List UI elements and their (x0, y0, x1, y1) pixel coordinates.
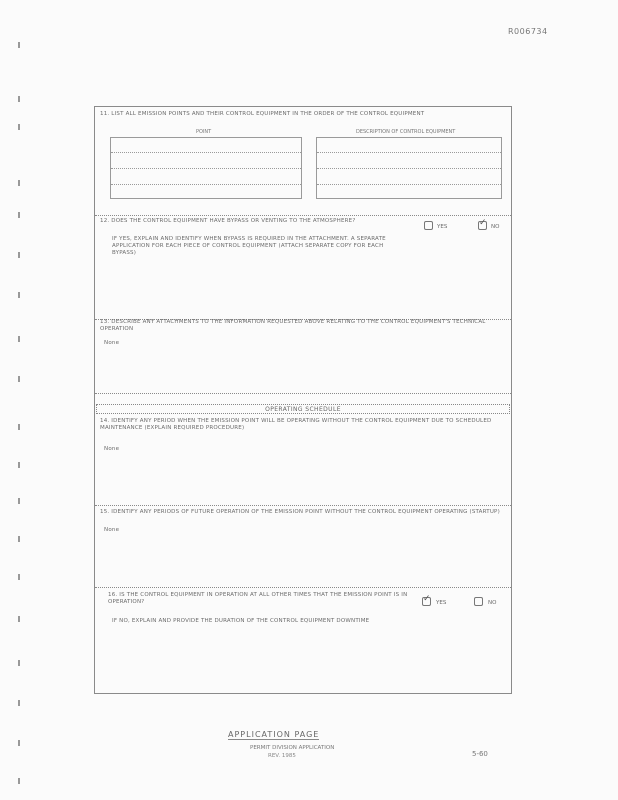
section-16-no-label: NO (488, 600, 497, 606)
section-16-instructions: IF NO, EXPLAIN AND PROVIDE THE DURATION OF THE CONTROL EQUIPMENT DOWNTIME (112, 618, 370, 624)
section-13-answer: None (104, 340, 120, 346)
section-12-yes-label: YES (437, 224, 448, 230)
section-16-no-checkbox[interactable] (474, 597, 483, 606)
point-entry-box[interactable] (110, 137, 302, 199)
section-15-question: 15. IDENTIFY ANY PERIODS OF FUTURE OPERATION OF THE EMISSION POINT WITHOUT THE CONTROL EQUIPMENT OPERATING (STARTUP) (100, 509, 500, 515)
page-number: 5-60 (472, 750, 488, 758)
control-equipment-entry-box[interactable] (316, 137, 502, 199)
section-16-yes-label: YES (436, 600, 447, 606)
section-14-question: 14. IDENTIFY ANY PERIOD WHEN THE EMISSION POINT WILL BE OPERATING WITHOUT THE CONTROL EQUIPMENT DUE TO SCHEDULED MAINTENANCE (EXPLAIN REQUIRED PROCEDURE) (100, 418, 492, 431)
section-12-question: 12. DOES THE CONTROL EQUIPMENT HAVE BYPASS OR VENTING TO THE ATMOSPHERE? (100, 218, 356, 224)
section-11-question: 11. LIST ALL EMISSION POINTS AND THEIR CONTROL EQUIPMENT IN THE ORDER OF THE CONTROL EQUIPMENT (100, 111, 425, 117)
application-page-title: APPLICATION PAGE (228, 730, 320, 739)
form-edition: REV. 1985 (268, 753, 296, 759)
section-12-no-label: NO (491, 224, 500, 230)
application-page-subtitle: PERMIT DIVISION APPLICATION (250, 745, 335, 751)
section-16-question: 16. IS THE CONTROL EQUIPMENT IN OPERATION AT ALL OTHER TIMES THAT THE EMISSION POINT IS IN OPERATION? (108, 592, 408, 605)
section-14-answer: None (104, 446, 120, 452)
section-13-question: 13. DESCRIBE ANY ATTACHMENTS TO THE INFORMATION REQUESTED ABOVE RELATING TO THE CONTROL EQUIPMENT'S TECHNICAL OPERATION (100, 319, 486, 332)
point-column-header: POINT (196, 129, 212, 135)
section-12-yes-checkbox[interactable] (424, 221, 433, 230)
control-equipment-column-header: DESCRIPTION OF CONTROL EQUIPMENT (356, 129, 456, 135)
operating-schedule-header: OPERATING SCHEDULE (96, 404, 510, 414)
section-12-instructions: IF YES, EXPLAIN AND IDENTIFY WHEN BYPASS IS REQUIRED IN THE ATTACHMENT. A SEPARATE APPLICATION FOR EACH PIECE OF CONTROL EQUIPMENT (ATTACH SEPARATE COPY FOR EACH BYPASS) (112, 236, 386, 256)
document-id: R006734 (508, 27, 548, 36)
section-16-yes-checkbox[interactable] (422, 597, 431, 606)
section-12-no-checkbox[interactable] (478, 221, 487, 230)
section-15-answer: None (104, 527, 120, 533)
